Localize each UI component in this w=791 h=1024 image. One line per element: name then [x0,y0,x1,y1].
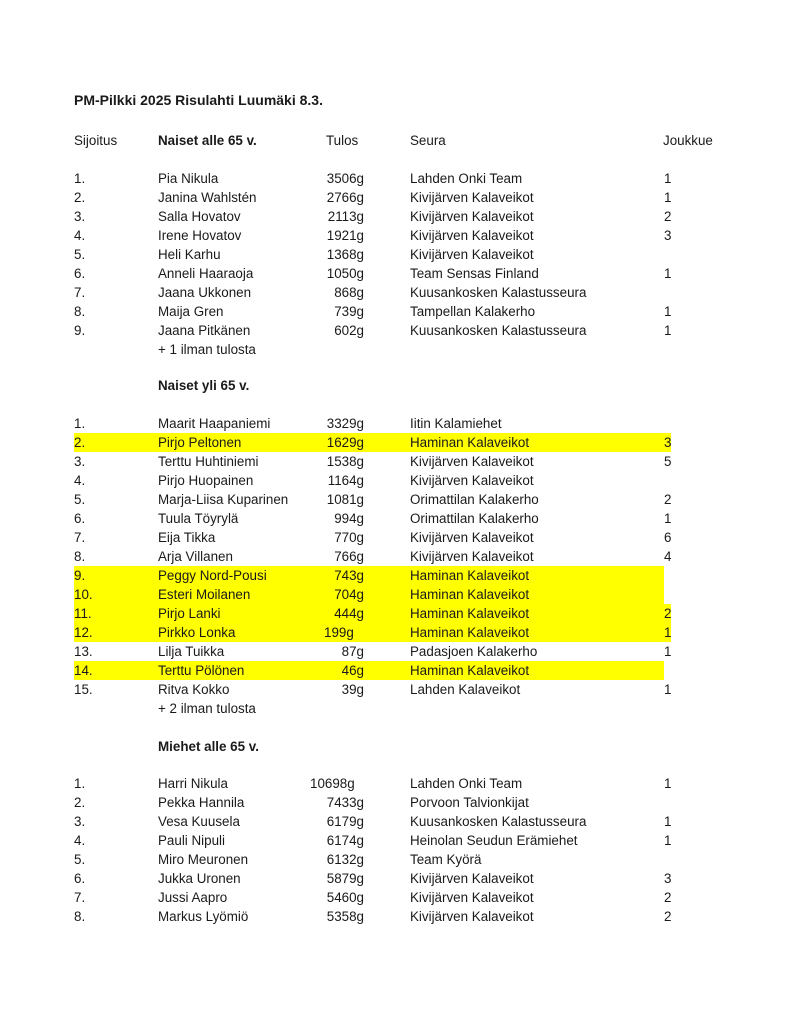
club-cell: Haminan Kalaveikot [410,663,530,678]
position-cell: 13. [74,644,93,659]
position-cell: 3. [74,209,86,224]
result-cell: 1050g [326,266,364,281]
team-cell: 4 [664,549,672,564]
club-cell: Kivijärven Kalaveikot [410,228,534,243]
team-cell: 1 [664,511,672,526]
table-row [74,283,674,302]
team-cell: 2 [664,209,672,224]
result-cell: 5879g [326,871,364,886]
name-cell: Markus Lyömiö [158,909,249,924]
no-result-note: + 1 ilman tulosta [158,342,256,357]
club-cell: Heinolan Seudun Erämiehet [410,833,578,848]
position-cell: 2. [74,795,86,810]
position-cell: 10. [74,587,93,602]
position-cell: 5. [74,852,86,867]
position-cell: 4. [74,833,86,848]
position-cell: 9. [74,568,86,583]
name-cell: Marja-Liisa Kuparinen [158,492,289,507]
result-cell: 1164g [327,473,364,488]
position-cell: 7. [74,285,86,300]
name-cell: Jaana Ukkonen [158,285,252,300]
club-cell: Kivijärven Kalaveikot [410,871,534,886]
team-cell: 3 [664,435,672,450]
position-cell: 7. [74,530,86,545]
result-cell: 87g [341,644,364,659]
table-row [74,433,674,452]
table-row [74,226,674,245]
club-cell: Tampellan Kalakerho [410,304,536,319]
position-cell: 7. [74,890,86,905]
result-cell: 10698g [310,776,355,791]
name-cell: Vesa Kuusela [158,814,240,829]
team-cell: 1 [664,833,672,848]
result-cell: 994g [334,511,364,526]
position-cell: 14. [74,663,93,678]
name-cell: Jukka Uronen [158,871,241,886]
name-cell: Jaana Pitkänen [158,323,251,338]
table-row [74,888,674,907]
name-cell: Lilja Tuikka [158,644,225,659]
team-cell: 1 [664,266,672,281]
team-cell: 3 [664,871,672,886]
name-cell: Anneli Haaraoja [158,266,254,281]
table-row [74,264,674,283]
club-cell: Padasjoen Kalakerho [410,644,538,659]
club-cell: Kivijärven Kalaveikot [410,890,534,905]
result-cell: 2113g [327,209,364,224]
position-cell: 1. [74,416,86,431]
name-cell: Esteri Moilanen [158,587,251,602]
team-cell: 2 [664,890,672,905]
team-cell: 2 [664,492,672,507]
club-cell: Kuusankosken Kalastusseura [410,285,587,300]
position-cell: 1. [74,171,86,186]
table-row [74,869,674,888]
club-cell: Kuusankosken Kalastusseura [410,323,587,338]
position-cell: 9. [74,323,86,338]
name-cell: Pirjo Peltonen [158,435,242,450]
name-cell: Terttu Pölönen [158,663,245,678]
position-cell: 3. [74,814,86,829]
result-cell: 5460g [326,890,364,905]
team-cell: 1 [664,171,672,186]
table-row [74,245,674,264]
team-cell: 1 [664,814,672,829]
club-cell: Haminan Kalaveikot [410,587,530,602]
name-cell: Terttu Huhtiniemi [158,454,259,469]
name-cell: Janina Wahlstén [158,190,257,205]
team-cell: 1 [664,682,672,697]
team-cell: 1 [664,190,672,205]
club-cell: Kuusankosken Kalastusseura [410,814,587,829]
name-cell: Tuula Töyrylä [158,511,239,526]
name-cell: Pauli Nipuli [158,833,225,848]
club-cell: Orimattilan Kalakerho [410,511,539,526]
name-cell: Salla Hovatov [158,209,241,224]
table-row [74,566,674,585]
position-cell: 3. [74,454,86,469]
club-cell: Kivijärven Kalaveikot [410,473,534,488]
club-cell: Kivijärven Kalaveikot [410,209,534,224]
club-cell: Team Sensas Finland [410,266,539,281]
club-cell: Orimattilan Kalakerho [410,492,539,507]
team-cell: 1 [664,644,672,659]
club-cell: Haminan Kalaveikot [410,435,530,450]
club-cell: Kivijärven Kalaveikot [410,909,534,924]
result-cell: 3506g [326,171,364,186]
table-row [74,680,674,699]
result-cell: 1921g [326,228,364,243]
position-cell: 8. [74,909,86,924]
club-cell: Kivijärven Kalaveikot [410,190,534,205]
table-row [74,604,674,623]
table-row [74,302,674,321]
document-title: PM-Pilkki 2025 Risulahti Luumäki 8.3. [74,92,323,108]
team-cell: 3 [664,228,672,243]
club-cell: Kivijärven Kalaveikot [410,454,534,469]
club-cell: Lahden Onki Team [410,171,523,186]
team-cell: 1 [664,625,672,640]
section-title: Miehet alle 65 v. [158,739,259,754]
position-cell: 6. [74,871,86,886]
club-cell: Kivijärven Kalaveikot [410,549,534,564]
position-cell: 11. [74,606,92,621]
club-cell: Porvoon Talvionkijat [410,795,529,810]
position-cell: 8. [74,304,86,319]
table-row [74,831,674,850]
result-cell: 1081g [326,492,364,507]
table-row [74,585,674,604]
club-cell: Haminan Kalaveikot [410,568,530,583]
position-cell: 1. [74,776,86,791]
result-cell: 444g [334,606,364,621]
table-row [74,528,674,547]
table-row [74,907,674,926]
table-row [74,321,674,340]
table-row [74,452,674,471]
position-cell: 5. [74,492,86,507]
name-cell: Ritva Kokko [158,682,230,697]
name-cell: Pirkko Lonka [158,625,236,640]
name-cell: Pirjo Huopainen [158,473,254,488]
club-cell: Lahden Kalaveikot [410,682,521,697]
result-cell: 739g [334,304,364,319]
header-result: Tulos [326,133,359,148]
table-row [74,661,674,680]
result-cell: 46g [341,663,364,678]
name-cell: Maarit Haapaniemi [158,416,271,431]
header-club: Seura [410,133,446,148]
result-cell: 602g [334,323,364,338]
result-cell: 1368g [326,247,364,262]
table-row [74,490,674,509]
result-cell: 770g [334,530,364,545]
result-cell: 2766g [326,190,364,205]
team-cell: 1 [664,776,672,791]
position-cell: 5. [74,247,86,262]
result-cell: 7433g [326,795,364,810]
result-cell: 1629g [326,435,364,450]
result-cell: 6132g [326,852,364,867]
name-cell: Irene Hovatov [158,228,242,243]
team-cell: 2 [664,606,672,621]
club-cell: Kivijärven Kalaveikot [410,247,534,262]
club-cell: Haminan Kalaveikot [410,606,530,621]
result-cell: 1538g [326,454,364,469]
name-cell: Jussi Aapro [158,890,228,905]
name-cell: Pekka Hannila [158,795,245,810]
table-row [74,169,674,188]
header-category: Naiset alle 65 v. [158,133,257,148]
table-row [74,774,674,793]
table-row [74,850,674,869]
table-row [74,812,674,831]
club-cell: Kivijärven Kalaveikot [410,530,534,545]
club-cell: Haminan Kalaveikot [410,625,530,640]
position-cell: 6. [74,511,86,526]
table-row [74,642,674,661]
result-cell: 868g [334,285,364,300]
position-cell: 15. [74,682,93,697]
name-cell: Maija Gren [158,304,224,319]
name-cell: Harri Nikula [158,776,228,791]
result-cell: 3329g [326,416,364,431]
table-row [74,414,674,433]
section-title: Naiset yli 65 v. [158,378,250,393]
result-cell: 39g [341,682,364,697]
table-row [74,623,674,642]
table-row [74,207,674,226]
club-cell: Iitin Kalamiehet [410,416,502,431]
name-cell: Peggy Nord-Pousi [158,568,267,583]
result-cell: 766g [334,549,364,564]
name-cell: Miro Meuronen [158,852,249,867]
position-cell: 2. [74,435,86,450]
club-cell: Lahden Onki Team [410,776,523,791]
result-cell: 704g [334,587,364,602]
team-cell: 2 [664,909,672,924]
result-cell: 5358g [326,909,364,924]
header-team: Joukkue [663,133,713,148]
position-cell: 4. [74,473,86,488]
name-cell: Heli Karhu [158,247,221,262]
team-cell: 6 [664,530,672,545]
team-cell: 5 [664,454,672,469]
position-cell: 6. [74,266,86,281]
name-cell: Pirjo Lanki [158,606,221,621]
result-cell: 199g [324,625,354,640]
team-cell: 1 [664,323,672,338]
table-row [74,188,674,207]
table-row [74,509,674,528]
position-cell: 4. [74,228,86,243]
table-row [74,793,674,812]
name-cell: Pia Nikula [158,171,219,186]
name-cell: Eija Tikka [158,530,216,545]
result-cell: 6179g [326,814,364,829]
position-cell: 12. [74,625,93,640]
header-position: Sijoitus [74,133,118,148]
table-row [74,547,674,566]
table-row [74,471,674,490]
position-cell: 8. [74,549,86,564]
result-cell: 743g [334,568,364,583]
result-cell: 6174g [326,833,364,848]
position-cell: 2. [74,190,86,205]
no-result-note: + 2 ilman tulosta [158,701,256,716]
name-cell: Arja Villanen [158,549,233,564]
club-cell: Team Kyörä [410,852,482,867]
team-cell: 1 [664,304,672,319]
